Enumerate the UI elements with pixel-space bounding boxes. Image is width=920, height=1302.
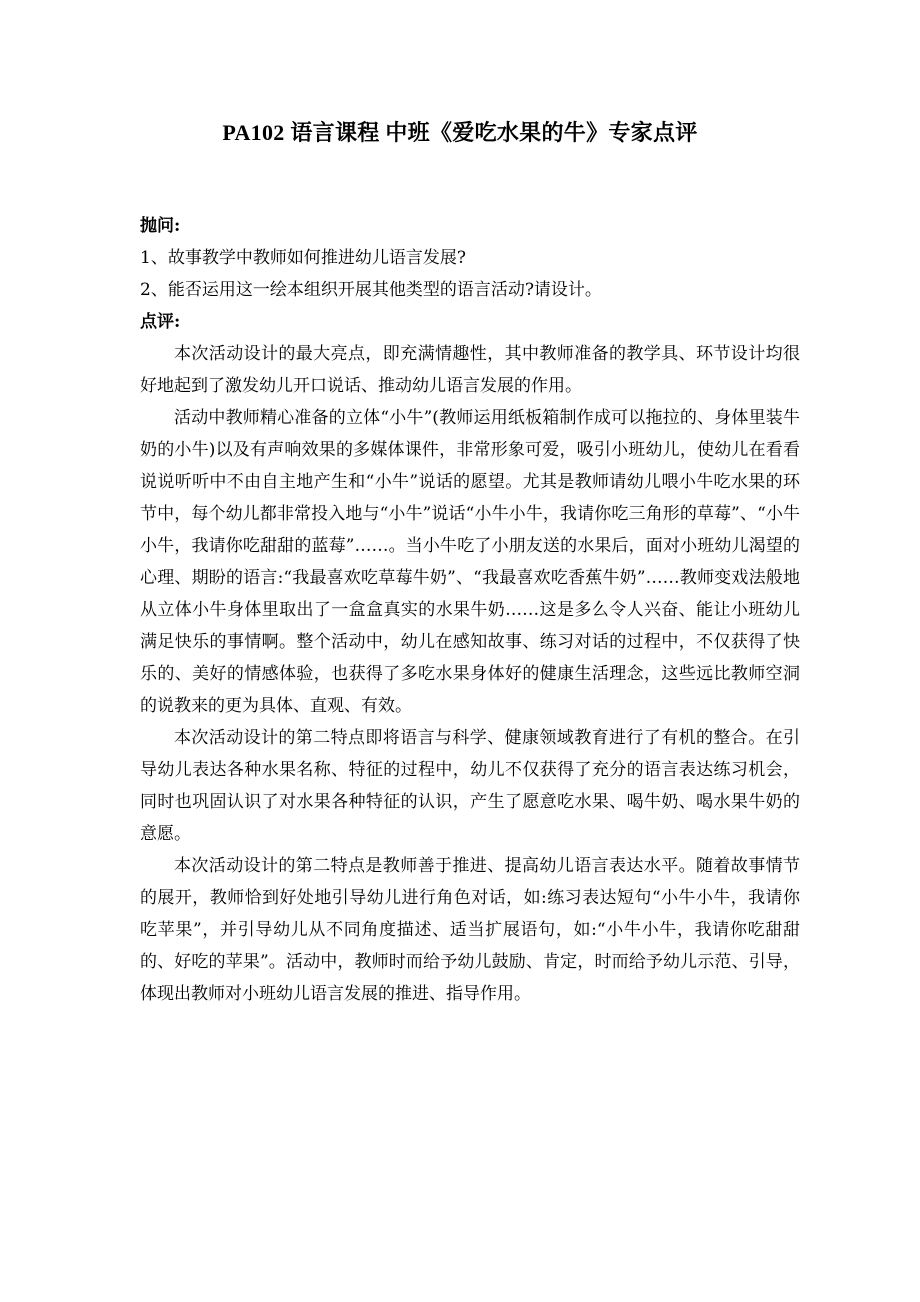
page-title: PA102 语言课程 中班《爱吃水果的牛》专家点评 <box>222 120 698 145</box>
document-body <box>140 210 800 1010</box>
review-heading: 点评: <box>140 312 181 332</box>
review-paragraph: 本次活动设计的最大亮点，即充满情趣性，其中教师准备的教学具、环节设计均很好地起到了激发幼儿开口说话、推动幼儿语言发展的作用。 <box>140 344 800 396</box>
review-paragraph: 本次活动设计的第二特点即将语言与科学、健康领域教育进行了有机的整合。在引导幼儿表达各种水果名称、特征的过程中，幼儿不仅获得了充分的语言表达练习机会，同时也巩固认识了对水果各种特征的认识，产生了愿意吃水果、喝牛奶、喝水果牛奶的意愿。 <box>140 728 800 844</box>
questions-heading: 抛问: <box>140 216 181 236</box>
question-item: 1、故事教学中教师如何推进幼儿语言发展? <box>140 248 466 268</box>
question-item: 2、能否运用这一绘本组织开展其他类型的语言活动?请设计。 <box>140 280 602 300</box>
review-paragraph: 活动中教师精心准备的立体“小牛”(教师运用纸板箱制作成可以拖拉的、身体里装牛奶的小牛)以及有声响效果的多媒体课件，非常形象可爱，吸引小班幼儿，使幼儿在看看说说听听中不由自主地产生和“小牛”说话的愿望。尤其是教师请幼儿喂小牛吃水果的环节中，每个幼儿都非常投入地与“小牛”说话“小牛小牛，我请你吃三角形的草莓”、“小牛小牛，我请你吃甜甜的蓝莓”……。当小牛吃了小朋友送的水果后，面对小班幼儿渴望的心理、期盼的语言:“我最喜欢吃草莓牛奶”、“我最喜欢吃香蕉牛奶”……教师变戏法般地从立体小牛身体里取出了一盒盒真实的水果牛奶……这是多么令人兴奋、能让小班幼儿满足快乐的事情啊。整个活动中，幼儿在感知故事、练习对话的过程中，不仅获得了快乐的、美好的情感体验，也获得了多吃水果身体好的健康生活理念，这些远比教师空洞的说教来的更为具体、直观、有效。 <box>140 408 800 716</box>
review-paragraph: 本次活动设计的第二特点是教师善于推进、提高幼儿语言表达水平。随着故事情节的展开，教师恰到好处地引导幼儿进行角色对话，如:练习表达短句“小牛小牛，我请你吃苹果”，并引导幼儿从不同角度描述、适当扩展语句，如:“小牛小牛，我请你吃甜甜的、好吃的苹果”。活动中，教师时而给予幼儿鼓励、肯定，时而给予幼儿示范、引导，体现出教师对小班幼儿语言发展的推进、指导作用。 <box>140 856 800 1004</box>
